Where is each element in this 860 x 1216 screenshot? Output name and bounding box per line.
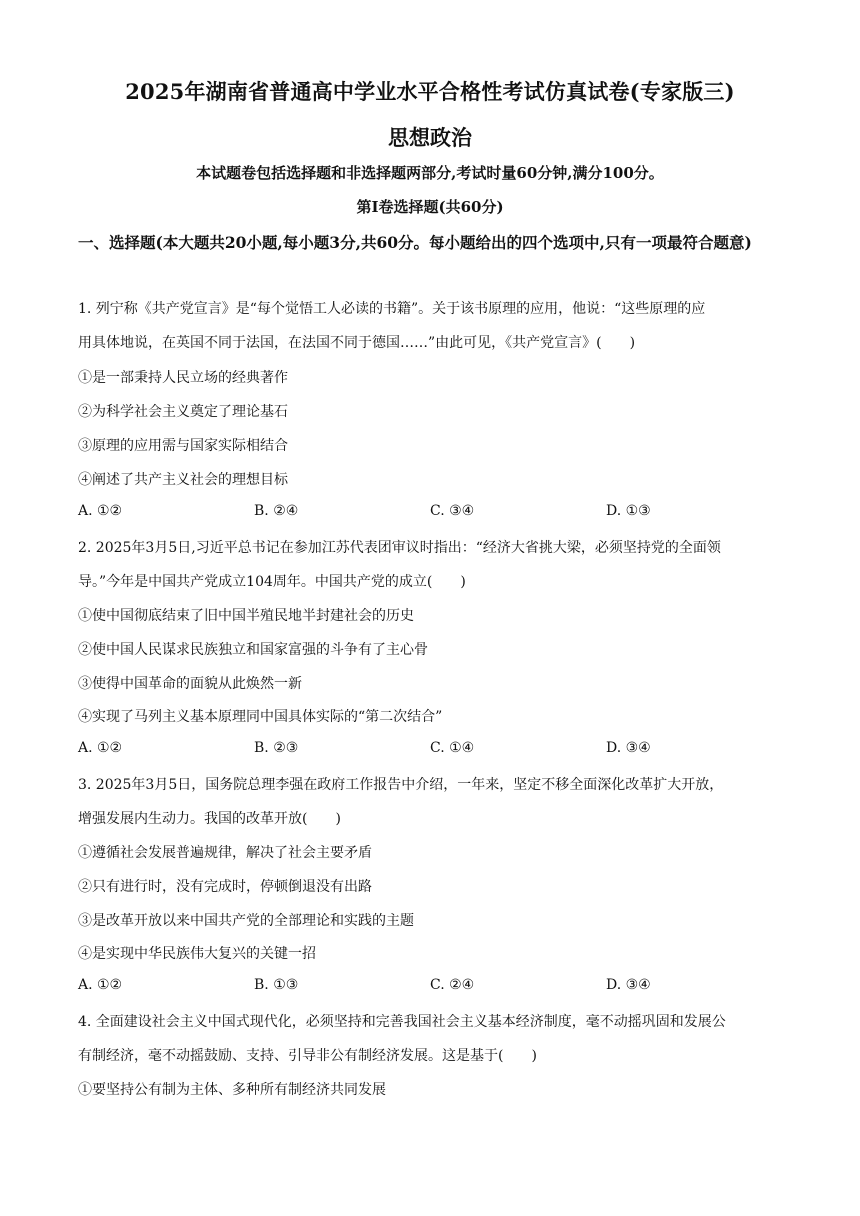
question-4-stem-line-1: 4. 全面建设社会主义中国式现代化，必须坚持和完善我国社会主义基本经济制度，毫不动摇巩固和发展公 <box>78 1014 726 1030</box>
option-b[interactable]: B. ①③ <box>254 977 299 993</box>
subject-title: 思想政治 <box>388 125 472 150</box>
option-c[interactable]: C. ①④ <box>430 740 475 756</box>
question-1-stem-line-2: 用具体地说，在英国不同于法国，在法国不同于德国……”由此可见，《共产党宣言》( ) <box>78 335 636 351</box>
question-2-item-2: ②使中国人民谋求民族独立和国家富强的斗争有了主心骨 <box>78 642 428 658</box>
option-a[interactable]: A. ①② <box>78 977 123 993</box>
question-1-item-2: ②为科学社会主义奠定了理论基石 <box>78 404 288 420</box>
question-3-options <box>78 977 790 997</box>
option-b[interactable]: B. ②④ <box>254 503 299 519</box>
option-c[interactable]: C. ②④ <box>430 977 475 993</box>
question-2-item-3: ③使得中国革命的面貌从此焕然一新 <box>78 676 302 692</box>
question-1-stem-line-1: 1. 列宁称《共产党宣言》是“每个觉悟工人必读的书籍”。关于该书原理的应用，他说：“这些原理的应 <box>78 301 706 317</box>
question-1-options <box>78 503 790 523</box>
question-3-item-1: ①遵循社会发展普遍规律，解决了社会主要矛盾 <box>78 845 372 861</box>
question-4-stem-line-2: 有制经济，毫不动摇鼓励、支持、引导非公有制经济发展。这是基于( ) <box>78 1048 537 1064</box>
question-2-item-1: ①使中国彻底结束了旧中国半殖民地半封建社会的历史 <box>78 608 414 624</box>
question-1-item-4: ④阐述了共产主义社会的理想目标 <box>78 472 288 488</box>
question-3-stem-line-2: 增强发展内生动力。我国的改革开放( ) <box>78 811 341 827</box>
question-1-item-1: ①是一部秉持人民立场的经典著作 <box>78 370 288 386</box>
question-2-stem-line-2: 导。”今年是中国共产党成立104周年。中国共产党的成立( ) <box>78 574 466 590</box>
question-2-stem-line-1: 2. 2025年3月5日,习近平总书记在参加江苏代表团审议时指出：“经济大省挑大梁，必须坚持党的全面领 <box>78 540 721 556</box>
option-a[interactable]: A. ①② <box>78 740 123 756</box>
option-a[interactable]: A. ①② <box>78 503 123 519</box>
question-1-item-3: ③原理的应用需与国家实际相结合 <box>78 438 288 454</box>
question-3-item-2: ②只有进行时，没有完成时，停顿倒退没有出路 <box>78 879 372 895</box>
part-heading: 第Ⅰ卷选择题(共60分) <box>356 198 504 216</box>
question-4-item-1: ①要坚持公有制为主体、多种所有制经济共同发展 <box>78 1082 386 1098</box>
question-3-item-4: ④是实现中华民族伟大复兴的关键一招 <box>78 946 316 962</box>
option-b[interactable]: B. ②③ <box>254 740 299 756</box>
question-2-item-4: ④实现了马列主义基本原理同中国具体实际的“第二次结合” <box>78 709 443 725</box>
exam-title: 2025年湖南省普通高中学业水平合格性考试仿真试卷(专家版三) <box>125 79 735 104</box>
exam-instructions: 本试题卷包括选择题和非选择题两部分,考试时量60分钟,满分100分。 <box>196 164 664 182</box>
section-heading: 一、选择题(本大题共20小题,每小题3分,共60分。每小题给出的四个选项中,只有一项最符合题意) <box>78 233 752 252</box>
question-3-stem-line-1: 3. 2025年3月5日，国务院总理李强在政府工作报告中介绍，一年来，坚定不移全面深化改革扩大开放， <box>78 777 724 793</box>
question-3-item-3: ③是改革开放以来中国共产党的全部理论和实践的主题 <box>78 913 414 929</box>
option-d[interactable]: D. ③④ <box>606 740 651 756</box>
option-c[interactable]: C. ③④ <box>430 503 475 519</box>
question-2-options <box>78 740 790 760</box>
option-d[interactable]: D. ①③ <box>606 503 651 519</box>
option-d[interactable]: D. ③④ <box>606 977 651 993</box>
